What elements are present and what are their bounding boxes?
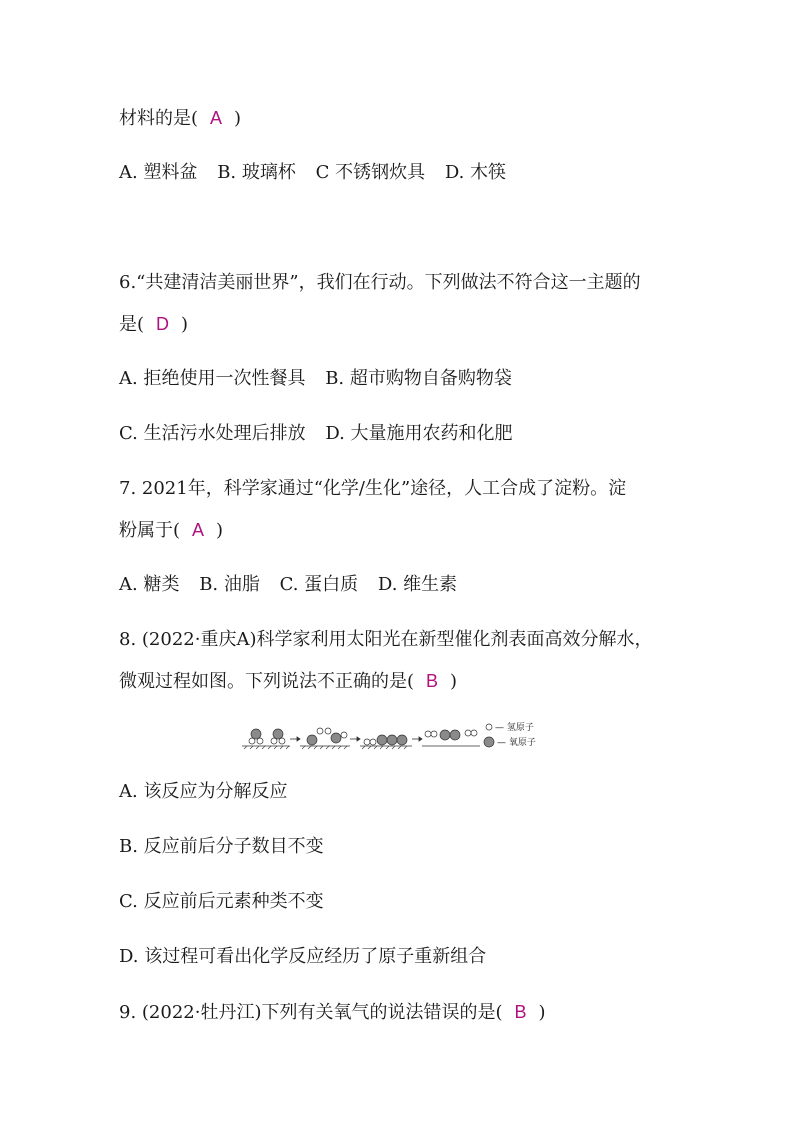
arrow-icon bbox=[350, 737, 360, 741]
legend-hydrogen-icon bbox=[486, 724, 492, 730]
oxygen-atom bbox=[450, 730, 460, 740]
legend-hydrogen-label: — 氢原子 bbox=[495, 723, 534, 733]
oxygen-atom bbox=[331, 733, 341, 743]
oxygen-atom bbox=[377, 735, 387, 745]
q9-answer: B bbox=[514, 1002, 527, 1022]
q7-stem-text: 粉属于( bbox=[119, 520, 181, 541]
q5-stem bbox=[119, 106, 241, 131]
q5-close: ) bbox=[234, 108, 242, 129]
hydrogen-atom bbox=[364, 739, 370, 745]
hydrogen-atom bbox=[317, 728, 323, 734]
q8-option-b: B. 反应前后分子数目不变 bbox=[119, 836, 324, 857]
q5-option-c: C 不锈钢炊具 bbox=[315, 162, 426, 183]
q7-stem-line2 bbox=[119, 518, 223, 543]
q9-close: ) bbox=[538, 1002, 546, 1023]
q5-option-a: A. 塑料盆 bbox=[119, 162, 198, 183]
q8-option-d: D. 该过程可看出化学反应经历了原子重新组合 bbox=[119, 946, 487, 967]
q6-option-b: B. 超市购物自备购物袋 bbox=[325, 368, 512, 389]
q8-stem-line2 bbox=[119, 669, 457, 694]
q8-close: ) bbox=[450, 671, 458, 692]
oxygen-atom bbox=[440, 730, 450, 740]
q6-options-row1 bbox=[119, 367, 512, 391]
water-splitting-diagram bbox=[240, 720, 560, 754]
q8-stem-text: 微观过程如图。下列说法不正确的是( bbox=[119, 671, 415, 692]
q9-stem bbox=[119, 1000, 546, 1025]
q7-option-d: D. 维生素 bbox=[377, 574, 458, 595]
oxygen-atom bbox=[307, 735, 317, 745]
hydrogen-atom bbox=[325, 728, 331, 734]
hydrogen-atom bbox=[341, 732, 347, 738]
q5-answer: A bbox=[210, 108, 223, 128]
q8-option-c: C. 反应前后元素种类不变 bbox=[119, 891, 324, 912]
q6-stem-line2 bbox=[119, 312, 188, 337]
q7-option-a: A. 糖类 bbox=[119, 574, 180, 595]
q5-stem-text: 材料的是( bbox=[119, 108, 199, 129]
oxygen-atom bbox=[397, 735, 407, 745]
hydrogen-atom bbox=[257, 738, 263, 744]
q6-options-row2 bbox=[119, 422, 513, 446]
q5-option-d: D. 木筷 bbox=[444, 162, 507, 183]
q6-option-a: A. 拒绝使用一次性餐具 bbox=[119, 368, 306, 389]
q7-answer: A bbox=[192, 520, 205, 540]
hydrogen-atom bbox=[465, 730, 471, 736]
q7-option-c: C. 蛋白质 bbox=[279, 574, 359, 595]
hydrogen-atom bbox=[425, 731, 431, 737]
q5-options bbox=[119, 161, 506, 185]
arrow-icon bbox=[412, 737, 422, 741]
oxygen-atom bbox=[387, 735, 397, 745]
legend-oxygen-icon bbox=[484, 737, 494, 747]
q6-answer: D bbox=[156, 314, 170, 334]
q6-close: ) bbox=[181, 314, 189, 335]
hydrogen-atom bbox=[370, 739, 376, 745]
hydrogen-atom bbox=[249, 738, 255, 744]
q6-stem-text: 是( bbox=[119, 314, 145, 335]
oxygen-atom bbox=[273, 729, 283, 739]
q8-option-a: A. 该反应为分解反应 bbox=[119, 781, 288, 802]
q7-stem-line1: 7. 2021年，科学家通过“化学/生化”途径，人工合成了淀粉。淀 bbox=[119, 478, 627, 499]
q6-stem-line1: 6.“共建清洁美丽世界”，我们在行动。下列做法不符合这一主题的 bbox=[119, 272, 641, 293]
q8-answer: B bbox=[426, 671, 439, 691]
arrow-icon bbox=[290, 737, 300, 741]
q7-options bbox=[119, 573, 457, 597]
hydrogen-atom bbox=[431, 731, 437, 737]
q8-stem-line1: 8. (2022·重庆A)科学家利用太阳光在新型催化剂表面高效分解水， bbox=[119, 629, 653, 650]
q5-option-b: B. 玻璃杯 bbox=[217, 162, 296, 183]
hydrogen-atom bbox=[279, 738, 285, 744]
legend-oxygen-label: — 氧原子 bbox=[497, 738, 536, 748]
q6-option-c: C. 生活污水处理后排放 bbox=[119, 423, 306, 444]
hydrogen-atom bbox=[271, 738, 277, 744]
oxygen-atom bbox=[251, 729, 261, 739]
q6-option-d: D. 大量施用农药和化肥 bbox=[325, 423, 513, 444]
q7-option-b: B. 油脂 bbox=[199, 574, 260, 595]
q9-stem-text: 9. (2022·牡丹江)下列有关氧气的说法错误的是( bbox=[119, 1002, 503, 1023]
hydrogen-atom bbox=[471, 730, 477, 736]
q7-close: ) bbox=[216, 520, 224, 541]
